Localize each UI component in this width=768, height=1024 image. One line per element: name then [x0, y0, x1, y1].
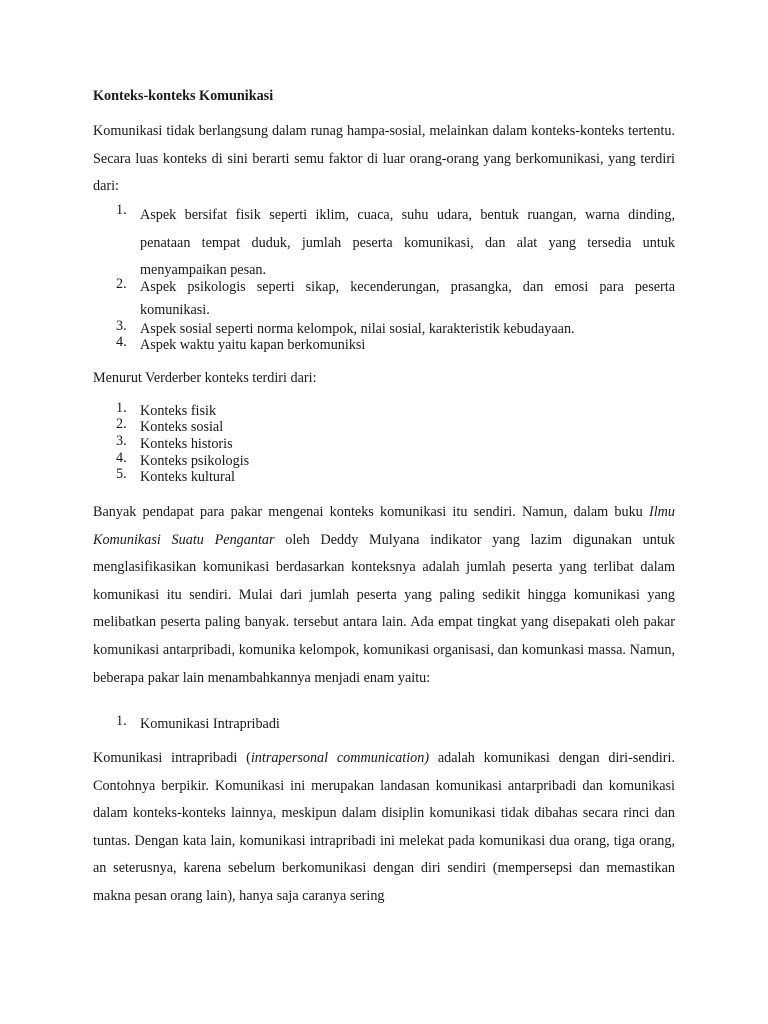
list-text: Aspek bersifat fisik seperti iklim, cuaca, suhu udara, bentuk ruangan, warna dinding, penataan tempat duduk, jumlah peserta komunikasi, dan alat yang tersedia untuk menyampaikan pesan. [140, 207, 675, 279]
paragraph-text: oleh Deddy Mulyana indikator yang lazim digunakan untuk menglasifikasikan komunikasi berdasarkan konteksnya adalah jumlah peserta yang terlibat dalam komunikasi itu sendiri. Mulai dari jumlah peserta yang paling sedikit hingga komunikasi yang melibatkan peserta paling banyak. tersebut antara lain. Ada empat tingkat yang disepakati oleh pakar komunikasi antarpribadi, komunika kelompok, komunikasi organisasi, dan komunkasi massa. Namun, beberapa pakar lain menambahkannya menjadi enam yaitu: [93, 531, 675, 686]
section-heading: Komunikasi Intrapribadi [140, 716, 280, 732]
list-number: 2. [116, 276, 127, 292]
list-text: Konteks fisik [140, 403, 217, 419]
list-number: 1. [116, 400, 127, 416]
paragraph-text: Banyak pendapat para pakar mengenai konteks komunikasi itu sendiri. Namun, dalam buku [93, 504, 649, 520]
list-number: 1. [116, 713, 127, 729]
list-number: 4. [116, 450, 127, 466]
list-number: 3. [116, 433, 127, 449]
list-number: 2. [116, 416, 127, 432]
list-number: 3. [116, 318, 127, 334]
list-number: 4. [116, 334, 127, 350]
english-term: intrapersonal communication) [250, 750, 430, 766]
verderber-intro: Menurut Verderber konteks terdiri dari: [93, 370, 317, 386]
book-title: Ilmu Komunikasi Suatu Pengantar [93, 504, 675, 548]
list-number: 1. [116, 202, 127, 218]
intro-paragraph: Komunikasi tidak berlangsung dalam runag hampa-sosial, melainkan dalam konteks-konteks tertentu. Secara luas konteks di sini berarti semu faktor di luar orang-orang yang berkomunikasi, yang terdiri dari: [93, 123, 675, 195]
context-paragraph [93, 499, 675, 692]
paragraph-text: adalah komunikasi dengan diri-sendiri. Contohnya berpikir. Komunikasi ini merupakan landasan komunikasi antarpribadi dan komunikasi dalam konteks-konteks lainnya, meskipun dalam disiplin komunikasi tidak dibahas secara rinci dan tuntas. Dengan kata lain, komunikasi intrapribadi ini melekat pada komunikasi dua orang, tiga orang, an seterusnya, karena sebelum berkomunikasi dengan diri sendiri (mempersepsi dan memastikan makna pesan orang lain), hanya saja caranya sering [93, 750, 675, 904]
list-text: Aspek psikologis seperti sikap, kecenderungan, prasangka, dan emosi para peserta komunikasi. [140, 279, 675, 318]
list-text: Konteks sosial [140, 419, 224, 435]
list-text: Konteks psikologis [140, 453, 250, 469]
list-number: 5. [116, 466, 127, 482]
list-text: Konteks kultural [140, 469, 235, 485]
list-text: Aspek sosial seperti norma kelompok, nilai sosial, karakteristik kebudayaan. [140, 321, 575, 337]
intrapribadi-paragraph [93, 745, 675, 911]
heading-konteks-komunikasi: Konteks-konteks Komunikasi [93, 88, 274, 104]
list-text: Aspek waktu yaitu kapan berkomuniksi [140, 337, 366, 353]
paragraph-text: Komunikasi intrapribadi ( [93, 750, 251, 766]
list-text: Konteks historis [140, 436, 233, 452]
